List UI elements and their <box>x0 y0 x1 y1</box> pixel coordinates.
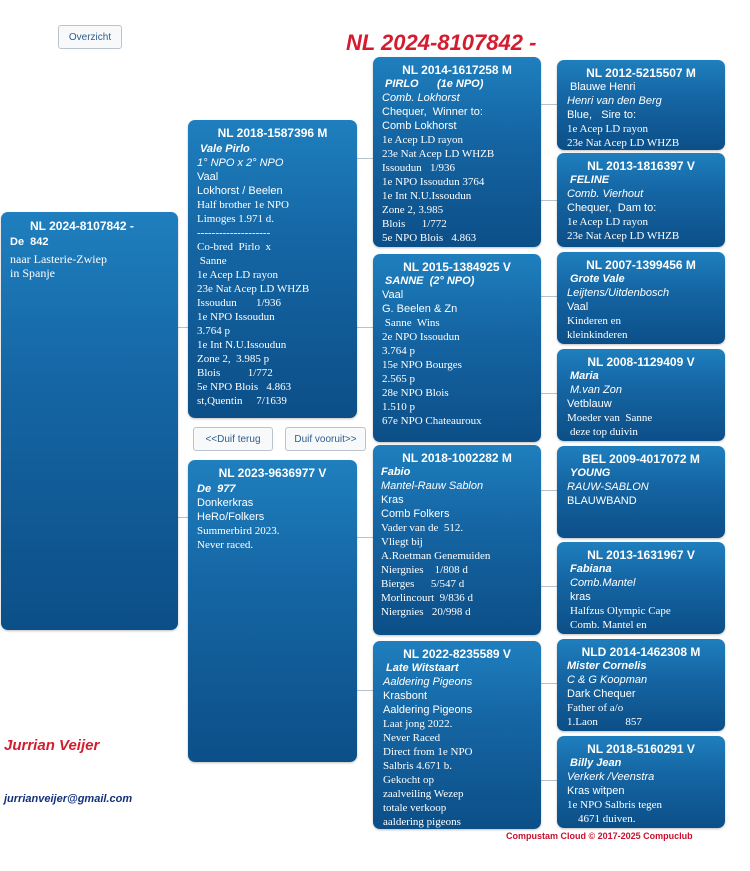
sire-dam-ring-number: NL 2015-1384925 V <box>403 260 511 274</box>
dam-sire-line: A.Roetman Genemuiden <box>381 550 491 562</box>
previous-pigeon-button[interactable]: <<Duif terug <box>193 427 273 451</box>
dam-sire-ring-number: NL 2018-1002282 M <box>402 451 512 465</box>
dsd-line: Comb.Mantel <box>570 577 636 589</box>
sss-ring-number: NL 2012-5215507 M <box>586 66 696 80</box>
sire-dam-sire-card[interactable] <box>557 252 725 344</box>
dds-line: Father of a/o <box>567 702 624 714</box>
ddd-line: Verkerk /Veenstra <box>567 771 655 783</box>
sire-line: 1° NPO x 2° NPO <box>197 157 284 169</box>
sire-line: Blois 1/772 <box>197 367 273 379</box>
sds-line: Leijtens/Uitdenbosch <box>567 287 670 299</box>
dsd-line: kras <box>570 591 591 603</box>
sire-line: st,Quentin 7/1639 <box>197 395 287 407</box>
dam-dam-name: Late Witstaart <box>386 662 459 674</box>
sdd-line: M.van Zon <box>570 384 622 396</box>
sss-name: Blauwe Henri <box>570 81 636 93</box>
sire-sire-line: Comb. Lokhorst <box>382 92 460 104</box>
sire-dam-card[interactable] <box>373 254 541 442</box>
subject-pigeon-card[interactable] <box>1 212 178 630</box>
sire-sire-line: 1e Acep LD rayon <box>382 134 463 146</box>
sds-line: Vaal <box>567 301 589 313</box>
connector-line <box>178 517 188 518</box>
dam-dam-sire-card[interactable] <box>557 639 725 731</box>
dam-card[interactable] <box>188 460 357 762</box>
sire-dam-line: 28e NPO Blois <box>382 387 449 399</box>
sire-name: Vale Pirlo <box>200 143 250 155</box>
ssd-line: Chequer, Dam to: <box>567 202 657 214</box>
sds-ring-number: NL 2007-1399456 M <box>586 258 696 272</box>
subject-line: naar Lasterie-Zwiep <box>10 252 107 266</box>
sss-line: Blue, Sire to: <box>567 109 637 121</box>
dsd-ring-number: NL 2013-1631967 V <box>587 548 695 562</box>
sire-sire-card[interactable] <box>373 57 541 247</box>
sire-line: Lokhorst / Beelen <box>197 185 283 197</box>
dss-line: RAUW-SABLON <box>567 481 649 493</box>
sire-dam-line: 3.764 p <box>382 345 415 357</box>
dam-dam-line: Never Raced <box>383 732 441 744</box>
sss-line: 23e Nat Acep LD WHZB <box>567 137 680 149</box>
sire-sire-ring-number: NL 2014-1617258 M <box>402 63 512 77</box>
subject-line: in Spanje <box>10 266 55 280</box>
sire-sire-line: Issoudun 1/936 <box>382 162 456 174</box>
sire-line: Limoges 1.971 d. <box>197 213 274 225</box>
sss-line: Henri van den Berg <box>567 95 662 107</box>
sire-dam-line: 2.565 p <box>382 373 415 385</box>
dam-dam-dam-card[interactable] <box>557 736 725 828</box>
dds-name: Mister Cornelis <box>567 660 647 672</box>
dam-dam-line: Salbris 4.671 b. <box>383 760 453 772</box>
dam-dam-line: Direct from 1e NPO <box>383 746 473 758</box>
connector-line <box>541 200 557 201</box>
dss-name: YOUNG <box>570 467 611 479</box>
copyright-footer: Compustam Cloud © 2017-2025 Compuclub <box>506 831 693 841</box>
next-pigeon-button[interactable]: Duif vooruit>> <box>285 427 366 451</box>
sire-line: 1e NPO Issoudun <box>197 311 275 323</box>
sire-dam-line: Vaal <box>382 289 404 301</box>
sire-line: 5e NPO Blois 4.863 <box>197 381 292 393</box>
sdd-line: Vetblauw <box>567 398 612 410</box>
dam-dam-card[interactable] <box>373 641 541 829</box>
connector-line <box>541 490 557 491</box>
sire-line: 1e Int N.U.Issoudun <box>197 339 287 351</box>
sire-line: 1e Acep LD rayon <box>197 269 278 281</box>
connector-line <box>541 104 557 105</box>
connector-line <box>541 586 557 587</box>
sdd-ring-number: NL 2008-1129409 V <box>587 355 695 369</box>
dam-sire-line: Niergnies 1/808 d <box>381 564 468 576</box>
sire-line: -------------------- <box>197 227 271 239</box>
dam-sire-name: Fabio <box>381 466 411 478</box>
sire-sire-line: Comb Lokhorst <box>382 120 457 132</box>
ddd-line: 1e NPO Salbris tegen <box>567 799 663 811</box>
subject-ring-number: NL 2024-8107842 - <box>30 219 134 233</box>
sire-sire-sire-card[interactable] <box>557 60 725 150</box>
sire-dam-line: 67e NPO Chateauroux <box>382 415 482 427</box>
ssd-line: 1e Acep LD rayon <box>567 216 648 228</box>
owner-name: Jurrian Veijer <box>4 737 100 754</box>
ddd-line: Kras witpen <box>567 785 625 797</box>
sds-line: kleinkinderen <box>567 329 628 341</box>
dam-dam-ring-number: NL 2022-8235589 V <box>403 647 511 661</box>
sire-line: 23e Nat Acep LD WHZB <box>197 283 310 295</box>
dsd-line: Halfzus Olympic Cape <box>570 605 671 617</box>
sire-sire-line: 5e NPO Blois 4.863 <box>382 232 477 244</box>
dam-line: Summerbird 2023. <box>197 525 280 537</box>
sire-line: Half brother 1e NPO <box>197 199 289 211</box>
dam-dam-line: Krasbont <box>383 690 428 702</box>
dam-sire-line: Niergnies 20/998 d <box>381 606 471 618</box>
connector-line <box>541 296 557 297</box>
overview-button[interactable]: Overzicht <box>58 25 122 49</box>
connector-line <box>357 537 373 538</box>
sire-sire-line: 23e Nat Acep LD WHZB <box>382 148 495 160</box>
sire-dam-dam-card[interactable] <box>557 349 725 441</box>
dss-line: BLAUWBAND <box>567 495 637 507</box>
ssd-line: 23e Nat Acep LD WHZB <box>567 230 680 242</box>
sire-sire-name: PIRLO (1e NPO) <box>385 78 484 90</box>
ddd-name: Billy Jean <box>570 757 622 769</box>
sire-dam-line: G. Beelen & Zn <box>382 303 458 315</box>
dam-dam-line: aaldering pigeons <box>383 816 461 828</box>
subject-line: De 842 <box>10 236 49 248</box>
dam-sire-line: Morlincourt 9/836 d <box>381 592 473 604</box>
dam-dam-line: Gekocht op <box>383 774 435 786</box>
dam-ring-number: NL 2023-9636977 V <box>218 466 327 480</box>
dam-dam-line: Aaldering Pigeons <box>383 704 473 716</box>
ssd-name: FELINE <box>570 174 610 186</box>
sire-ring-number: NL 2018-1587396 M <box>217 126 328 140</box>
connector-line <box>357 327 373 328</box>
dds-ring-number: NLD 2014-1462308 M <box>581 645 701 659</box>
dam-sire-line: Bierges 5/547 d <box>381 578 465 590</box>
sire-card[interactable] <box>188 120 357 418</box>
dds-line: Dark Chequer <box>567 688 636 700</box>
dam-dam-line: Laat jong 2022. <box>383 718 453 730</box>
sds-name: Grote Vale <box>570 273 625 285</box>
sire-sire-line: 1e NPO Issoudun 3764 <box>382 176 485 188</box>
sdd-line: Moeder van Sanne <box>567 412 653 424</box>
ddd-line: 4671 duiven. <box>567 813 636 825</box>
dam-sire-sire-card[interactable] <box>557 446 725 538</box>
dam-sire-line: Vader van de 512. <box>381 522 464 534</box>
dds-line: 1.Laon 857 <box>567 716 642 728</box>
connector-line <box>541 683 557 684</box>
dam-sire-line: Kras <box>381 494 404 506</box>
dam-dam-line: totale verkoop <box>383 802 447 814</box>
dds-line: C & G Koopman <box>567 674 648 686</box>
sire-dam-line: 15e NPO Bourges <box>382 359 462 371</box>
dam-sire-line: Comb Folkers <box>381 508 450 520</box>
sdd-name: Maria <box>570 370 599 382</box>
sire-line: Co-bred Pirlo x <box>197 241 271 253</box>
sss-line: 1e Acep LD rayon <box>567 123 648 135</box>
sire-sire-line: Zone 2, 3.985 <box>382 204 444 216</box>
sdd-line: deze top duivin <box>570 426 638 438</box>
owner-email: jurrianveijer@gmail.com <box>4 793 133 805</box>
dss-ring-number: BEL 2009-4017072 M <box>582 452 700 466</box>
sire-line: Sanne <box>197 255 227 267</box>
connector-line <box>541 393 557 394</box>
dam-sire-dam-card[interactable] <box>557 542 725 634</box>
connector-line <box>357 158 373 159</box>
sire-dam-line: 1.510 p <box>382 401 415 413</box>
dam-sire-line: Vliegt bij <box>381 536 423 548</box>
sire-line: Vaal <box>197 171 219 183</box>
sire-dam-line: 2e NPO Issoudun <box>382 331 460 343</box>
connector-line <box>357 690 373 691</box>
sds-line: Kinderen en <box>567 315 622 327</box>
sire-sire-line: Chequer, Winner to: <box>382 106 483 118</box>
sire-line: Issoudun 1/936 <box>197 297 282 309</box>
ssd-ring-number: NL 2013-1816397 V <box>587 159 695 173</box>
dam-line: Donkerkras <box>197 497 254 509</box>
dsd-name: Fabiana <box>570 563 612 575</box>
dsd-line: Comb. Mantel en <box>570 619 647 631</box>
sire-sire-line: Blois 1/772 <box>382 218 447 230</box>
ddd-ring-number: NL 2018-5160291 V <box>587 742 695 756</box>
dam-sire-card[interactable] <box>373 445 541 635</box>
dam-dam-line: Aaldering Pigeons <box>383 676 473 688</box>
dam-sire-line: Mantel-Rauw Sablon <box>381 480 484 492</box>
sire-line: 3.764 p <box>197 325 230 337</box>
connector-line <box>178 327 188 328</box>
dam-dam-line: zaalveiling Wezep <box>383 788 464 800</box>
page-title: NL 2024-8107842 - <box>346 30 537 55</box>
sire-dam-name: SANNE (2° NPO) <box>385 275 475 287</box>
ssd-line: Comb. Vierhout <box>567 188 644 200</box>
dam-line: Never raced. <box>197 539 254 551</box>
sire-line: Zone 2, 3.985 p <box>197 353 270 365</box>
sire-sire-dam-card[interactable] <box>557 153 725 247</box>
dam-line: HeRo/Folkers <box>197 511 265 523</box>
dam-name: De 977 <box>197 483 236 495</box>
connector-line <box>541 780 557 781</box>
sire-dam-line: Sanne Wins <box>382 317 440 329</box>
sire-sire-line: 1e Int N.U.Issoudun <box>382 190 472 202</box>
